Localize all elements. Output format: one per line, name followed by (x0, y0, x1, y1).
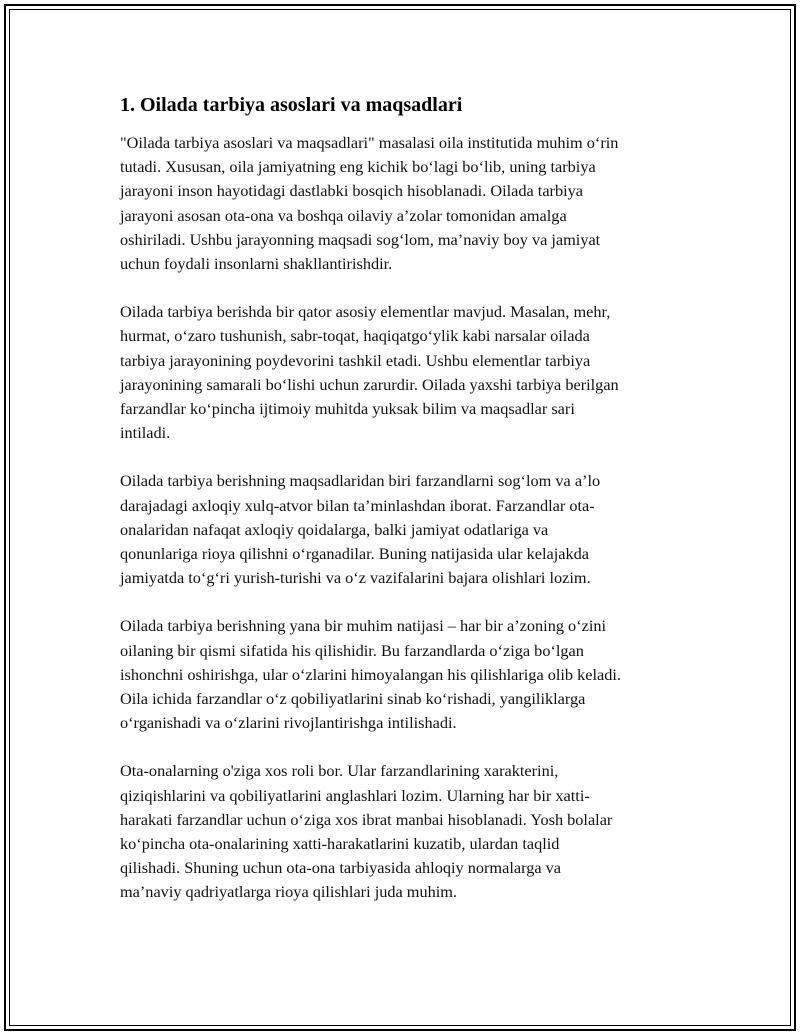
paragraph-3 (120, 469, 692, 590)
text-line: jarayonining samarali boʻlishi uchun zarurdir. Oilada yaxshi tarbiya berilgan (120, 374, 619, 394)
text-line: Ota-onalarning o'ziga xos roli bor. Ular farzandlarining xarakterini, (120, 761, 559, 781)
text-line: oilaning bir qismi sifatida his qilishidir. Bu farzandlarda oʻziga boʻlgan (120, 640, 584, 660)
paragraph-2 (120, 300, 692, 445)
paragraph-5 (120, 759, 692, 904)
text-line: Oilada tarbiya berishning maqsadlaridan biri farzandlarni sogʻlom va aʼlo (120, 471, 601, 491)
text-line: uchun foydali insonlarni shakllantirishdir. (120, 254, 393, 274)
document-body (120, 92, 692, 929)
text-line: onalaridan nafaqat axloqiy qoidalarga, balki jamiyat odatlariga va (120, 519, 549, 539)
text-line: qilishadi. Shuning uchun ota-ona tarbiyasida ahloqiy normalarga va (120, 858, 562, 878)
text-line: Oilada tarbiya berishda bir qator asosiy elementlar mavjud. Masalan, mehr, (120, 302, 611, 322)
text-line: qiziqishlarini va qobiliyatlarini anglashlari lozim. Ularning har bir xatti- (120, 785, 590, 805)
text-line: maʼnaviy qadriyatlarga rioya qilishlari juda muhim. (120, 882, 457, 902)
text-line: jarayoni asosan ota-ona va boshqa oilaviy aʼzolar tomonidan amalga (120, 205, 567, 225)
text-line: farzandlar koʻpincha ijtimoiy muhitda yuksak bilim va maqsadlar sari (120, 399, 575, 419)
document-page (4, 4, 796, 1031)
text-line: koʻpincha ota-onalarining xatti-harakatlarini kuzatib, ulardan taqlid (120, 834, 560, 854)
text-line: Oilada tarbiya berishning yana bir muhim natijasi – har bir aʼzoning oʻzini (120, 616, 607, 636)
text-line: harakati farzandlar uchun oʻziga xos ibrat manbai hisoblanadi. Yosh bolalar (120, 809, 613, 829)
paragraph-4 (120, 614, 692, 735)
text-line: ishonchni oshirishga, ular oʻzlarini himoyalangan his qilishlariga olib keladi. (120, 664, 621, 684)
section-heading: 1. Oilada tarbiya asoslari va maqsadlari (120, 94, 463, 116)
text-line: tarbiya jarayonining poydevorini tashkil etadi. Ushbu elementlar tarbiya (120, 350, 591, 370)
text-line: jarayoni inson hayotidagi dastlabki bosqich hisoblanadi. Oilada tarbiya (120, 181, 584, 201)
text-line: "Oilada tarbiya asoslari va maqsadlari" masalasi oila institutida muhim oʻrin (120, 133, 619, 152)
text-line: hurmat, oʻzaro tushunish, sabr-toqat, haqiqatgoʻylik kabi narsalar oilada (120, 326, 590, 346)
text-line: oshiriladi. Ushbu jarayonning maqsadi sogʻlom, maʼnaviy boy va jamiyat (120, 229, 601, 249)
text-line: tutadi. Xususan, oila jamiyatning eng kichik boʻlagi boʻlib, uning tarbiya (120, 157, 596, 177)
text-line: intiladi. (120, 423, 171, 443)
text-line: oʻrganishadi va oʻzlarini rivojlantirishga intilishadi. (120, 713, 457, 733)
paragraph-1 (120, 131, 692, 276)
text-line: darajadagi axloqiy xulq-atvor bilan taʼminlashdan iborat. Farzandlar ota- (120, 495, 595, 515)
text-line: Oila ichida farzandlar oʻz qobiliyatlarini sinab koʻrishadi, yangiliklarga (120, 689, 586, 709)
text-line: jamiyatda toʻgʻri yurish-turishi va oʻz vazifalarini bajara olishlari lozim. (120, 568, 591, 588)
text-line: qonunlariga rioya qilishni oʻrganadilar. Buning natijasida ular kelajakda (120, 544, 590, 564)
